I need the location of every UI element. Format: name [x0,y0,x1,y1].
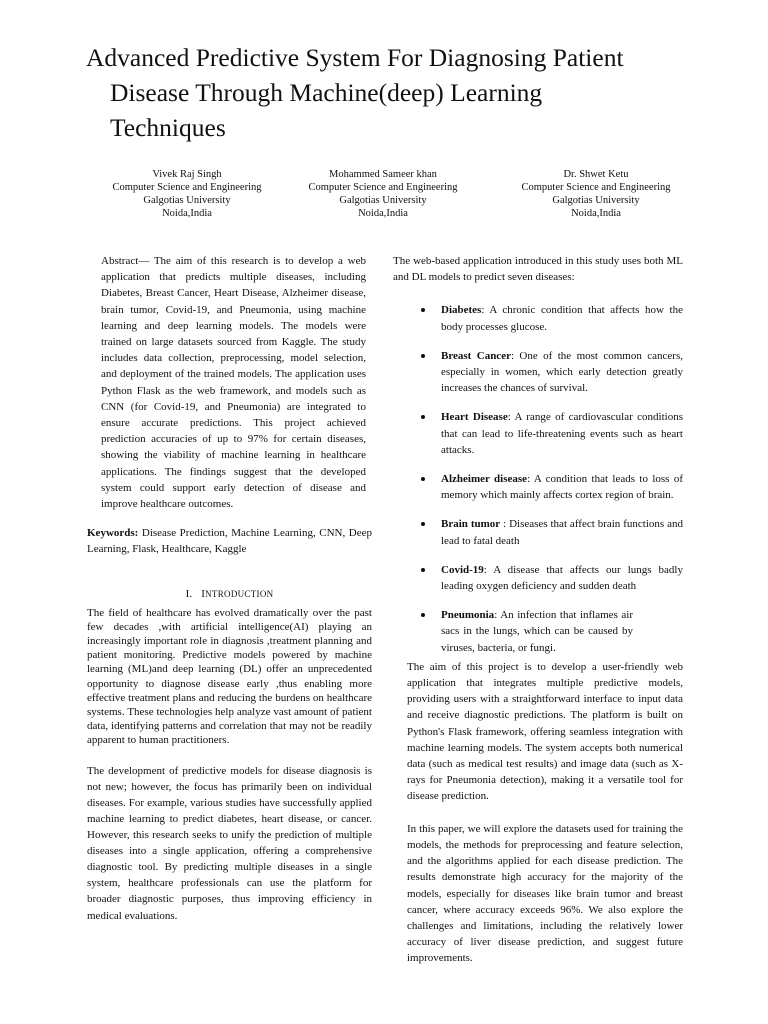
disease-term: Covid-19 [441,563,484,576]
author-block-2 [288,168,478,220]
author-department: Computer Science and Engineering [308,182,458,193]
disease-desc: : A range of cardiovascular conditions that can lead to life-threatening events such as heart attacks. [441,411,683,456]
list-item [411,607,683,656]
author-block-1 [92,168,282,220]
list-item [411,516,683,548]
disease-list [393,302,683,655]
list-item [411,302,683,334]
disease-term: Brain tumor [441,518,501,531]
disease-term: Diabetes [441,304,482,317]
list-item [411,409,683,458]
author-location: Noida,India [358,208,408,219]
right-column [393,253,683,967]
aim-paragraph: The aim of this project is to develop a user-friendly web application that integrates multiple predictive models, providing users with a straightforward interface to input data and receive diagnostic predictions. The platform is built on Python's Flask framework, offering seamless integration with machine learning models. The system accepts both numerical data (such as medical test results) and image data (such as X-rays for Pneumonia detection), making it a versatile tool for disease prediction. [407,660,683,803]
left-column [87,253,372,924]
disease-term: Pneumonia [441,609,495,622]
disease-term: Alzheimer disease [441,473,528,486]
disease-desc: : A chronic condition that affects how the body processes glucose. [441,304,683,333]
author-name: Mohammed Sameer khan [329,169,437,180]
title-line-3: Techniques [110,113,226,142]
author-location: Noida,India [162,208,212,219]
author-university: Galgotias University [143,195,231,206]
section-number: I. [185,587,193,600]
list-item [411,348,683,397]
diseases-intro: The web-based application introduced in this study uses both ML and DL models to predict seven diseases: [393,255,683,284]
section-heading-introduction [87,587,372,601]
paper-title [86,40,726,145]
disease-desc: : One of the most common cancers, especially in women, which early detection greatly increases the chances of survival. [441,349,683,395]
author-block-3 [501,168,691,220]
author-name: Vivek Raj Singh [152,169,222,180]
abstract: Abstract— The aim of this research is to develop a web application that predicts multiple diseases, including Diabetes, Breast Cancer, Heart Disease, Alzheimer disease, brain tumor, Covid-19, and Pneumonia, using machine learning and deep learning models. The models were trained on large datasets sourced from Kaggle. The study includes data collection, preprocessing, model selection, and deployment of the trained models. The application uses Python Flask as the web framework, and models such as CNN (for Covid-19, and Pneumonia) are integrated to ensure accurate predictions. This project achieved prediction accuracies of up to 97% for certain diseases, showing the viability of machine learning in healthcare applications. The findings suggest that the developed system could support early detection of disease and improve healthcare outcomes. [101,255,366,511]
title-line-2: Disease Through Machine(deep) Learning [110,78,543,107]
intro-paragraph-2: The development of predictive models for disease diagnosis is not new; however, the focus has primarily been on individual diseases. For example, various studies have successfully applied machine learning to predict diabetes, heart disease, or cancer. However, this research seeks to unify the prediction of multiple diseases into a single application, offering a comprehensive diagnostic tool. By predicting multiple diseases in a single system, healthcare professionals can use the platform for broader diagnostic purposes, thus improving efficiency in medical evaluations. [87,764,372,922]
author-department: Computer Science and Engineering [521,182,671,193]
list-item [411,471,683,503]
author-department: Computer Science and Engineering [112,182,262,193]
author-location: Noida,India [571,208,621,219]
intro-paragraph-1: The field of healthcare has evolved dramatically over the past few decades ,with artificial intelligence(AI) playing an increasingly important role in diagnosis ,treatment planning and patient monitoring. Predictive models powered by machine learning (ML)and deep learning (DL) offer an unprecedented opportunity to diagnose disease early ,thus enabling more effective treatment plans and reducing the burdens on healthcare systems. These technologies help analyze vast amount of patient data, identifying patterns and correlation that may not be readily apparent to human practitioners. [87,606,372,747]
author-university: Galgotias University [552,195,640,206]
disease-term: Heart Disease [441,411,508,424]
disease-term: Breast Cancer [441,349,511,362]
disease-desc: : An infection that inflames air sacs in the lungs, which can be caused by viruses, bacteria, or fungi. [441,609,633,654]
list-item [411,562,683,594]
keywords-label: Keywords: [87,527,139,540]
explore-paragraph: In this paper, we will explore the datasets used for training the models, the methods for preprocessing and feature selection, and the algorithms applied for each disease prediction. The results demonstrate high accuracy for the majority of the models, especially for diseases like brain tumor and breast cancer, where accuracy exceeds 96%. We also explore the challenges and limitations, including the relatively lower accuracy of liver disease prediction, and suggest future improvements. [407,822,683,965]
disease-desc: : A condition that leads to loss of memory which mainly affects cortex region of brain. [441,473,683,502]
disease-desc: : Diseases that affect brain functions and lead to fatal death [441,518,683,547]
keywords [87,525,372,557]
keywords-text: Disease Prediction, Machine Learning, CNN, Deep Learning, Flask, Healthcare, Kaggle [87,527,372,556]
author-name: Dr. Shwet Ketu [563,169,629,180]
section-title-initial: I [201,587,206,600]
section-title-rest: NTRODUCTION [205,588,274,599]
title-line-1: Advanced Predictive System For Diagnosing Patient [86,43,624,72]
author-university: Galgotias University [339,195,427,206]
disease-desc: : A disease that affects our lungs badly leading oxygen deficiency and sudden death [441,563,683,593]
